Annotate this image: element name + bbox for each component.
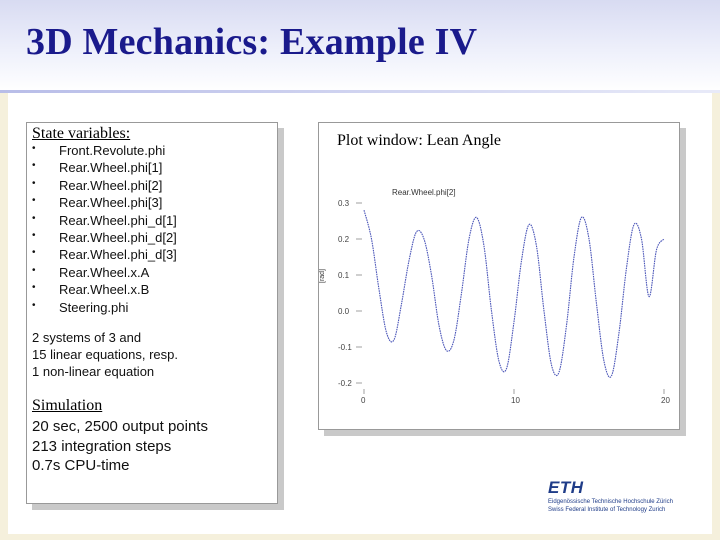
eth-logo [548,478,688,518]
state-variable-label: Rear.Wheel.phi_d[2] [59,229,177,245]
state-variable-label: Front.Revolute.phi [59,143,166,158]
bullet-icon: • [32,229,36,241]
eth-logo-mark: ETH [548,478,584,497]
plot-window-panel [318,122,680,430]
state-variables-panel [26,122,278,504]
x-tick-label: 20 [661,396,670,405]
state-variable-label: Rear.Wheel.phi[1] [59,160,163,176]
systems-line: 1 non-linear equation [32,364,155,379]
series-line-lean-angle [364,210,664,377]
y-tick-label: 0.1 [338,271,350,280]
eth-logo-line-de: Eidgenössische Technische Hochschule Zürich [548,499,673,505]
y-tick-label: 0.3 [338,199,350,208]
bullet-icon: • [32,143,36,154]
y-tick-label: 0.2 [338,235,350,244]
systems-line: 2 systems of 3 and [32,330,142,345]
bullet-icon: • [32,264,36,276]
simulation-details [32,417,208,476]
x-tick-label: 0 [361,396,366,405]
legend-label: Rear.Wheel.phi[2] [392,188,456,197]
simulation-heading: Simulation [32,397,103,414]
bullet-icon: • [32,299,36,311]
eth-logo-line-en: Swiss Federal Institute of Technology Zurich [548,507,666,513]
bullet-icon: • [32,247,36,259]
y-axis-label: [rad] [319,268,326,283]
state-variable-label: Rear.Wheel.phi_d[1] [59,212,177,228]
systems-description [32,329,178,380]
state-variable-label: Rear.Wheel.x.B [59,282,150,298]
state-variable-label: Steering.phi [59,299,129,315]
y-tick-label: -0.1 [338,343,352,352]
plot-window-heading: Plot window: Lean Angle [337,132,501,149]
lean-angle-chart [319,173,679,413]
simulation-line: 213 integration steps [32,437,172,455]
simulation-line: 0.7s CPU-time [32,457,130,474]
slide-title: 3D Mechanics: Example IV [26,21,478,63]
bullet-icon: • [32,282,36,294]
y-tick-label: 0.0 [338,307,350,316]
bullet-icon: • [32,160,36,172]
state-variable-label: Rear.Wheel.phi_d[3] [59,247,177,263]
bullet-icon: • [32,177,36,189]
bullet-icon: • [32,212,36,224]
bullet-icon: • [32,195,36,207]
systems-line: 15 linear equations, resp. [32,347,178,362]
simulation-line: 20 sec, 2500 output points [32,418,208,435]
state-variables-heading: State variables: [32,125,131,142]
state-variable-label: Rear.Wheel.x.A [59,264,150,280]
state-variable-label: Rear.Wheel.phi[2] [59,177,163,193]
x-tick-label: 10 [511,396,520,405]
y-tick-label: -0.2 [338,379,352,388]
state-variable-label: Rear.Wheel.phi[3] [59,195,163,211]
